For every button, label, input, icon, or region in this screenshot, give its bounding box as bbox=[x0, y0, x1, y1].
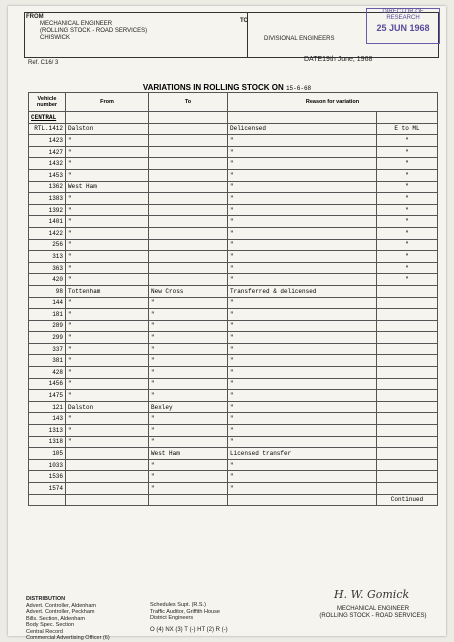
table-row bbox=[29, 332, 438, 344]
cell-extra: " bbox=[377, 239, 438, 251]
cell-vehicle: 289 bbox=[29, 320, 66, 332]
cell-reason: Transferred & delicensed bbox=[228, 285, 377, 297]
form-page bbox=[8, 6, 446, 641]
cell-to bbox=[149, 227, 228, 239]
cell-reason: " bbox=[228, 471, 377, 483]
cell-extra: " bbox=[377, 262, 438, 274]
ref-value: 3 bbox=[55, 60, 59, 66]
cell-vehicle: 1383 bbox=[29, 193, 66, 205]
distribution-left-2: Bills. Section, Aldenham bbox=[26, 615, 86, 622]
date-line bbox=[304, 56, 372, 63]
stamp-date: 25 JUN 1968 bbox=[376, 23, 430, 33]
cell-reason: " bbox=[228, 413, 377, 425]
cell-to: " bbox=[149, 436, 228, 448]
distribution-right-0: Schedules Supt. (R.S.) bbox=[150, 602, 206, 608]
table-row bbox=[29, 262, 438, 274]
cell-extra bbox=[377, 367, 438, 379]
group-row bbox=[29, 112, 438, 124]
cell-to: West Ham bbox=[149, 448, 228, 460]
cell-extra bbox=[377, 343, 438, 355]
ref-label: Ref. C16/ bbox=[28, 60, 54, 66]
table-row bbox=[29, 459, 438, 471]
cell-reason: " bbox=[228, 216, 377, 228]
table-row bbox=[29, 425, 438, 437]
cell-to bbox=[149, 135, 228, 147]
cell-vehicle: 299 bbox=[29, 332, 66, 344]
cell-from: " bbox=[66, 436, 149, 448]
cell-from: West Ham bbox=[66, 181, 149, 193]
ref-line bbox=[28, 60, 58, 67]
table-row bbox=[29, 123, 438, 135]
form-date: 15-6-68 bbox=[285, 85, 312, 92]
cell-extra: " bbox=[377, 227, 438, 239]
cell-reason: " bbox=[228, 309, 377, 321]
cell-to: " bbox=[149, 425, 228, 437]
cell-extra bbox=[377, 320, 438, 332]
cell-from bbox=[66, 448, 149, 460]
cell-from: " bbox=[66, 320, 149, 332]
cell-reason: " bbox=[228, 355, 377, 367]
cell-from: " bbox=[66, 355, 149, 367]
cell-from: " bbox=[66, 425, 149, 437]
from-label: FROM bbox=[26, 14, 44, 20]
distribution-left-4: Central Record bbox=[26, 628, 63, 635]
table-row bbox=[29, 390, 438, 402]
table-row bbox=[29, 251, 438, 263]
cell-from: " bbox=[66, 343, 149, 355]
cell-to: " bbox=[149, 297, 228, 309]
cell-reason: " bbox=[228, 320, 377, 332]
cell-reason: " bbox=[228, 251, 377, 263]
cell-to: " bbox=[149, 390, 228, 402]
cell-extra bbox=[377, 355, 438, 367]
cell-from: " bbox=[66, 297, 149, 309]
cell-to: " bbox=[149, 343, 228, 355]
cell-vehicle: 1453 bbox=[29, 169, 66, 181]
cell-vehicle: 1432 bbox=[29, 158, 66, 170]
cell-from bbox=[66, 471, 149, 483]
signature-title-2: (ROLLING STOCK - ROAD SERVICES) bbox=[319, 612, 427, 619]
cell-from: " bbox=[66, 193, 149, 205]
cell-vehicle: 420 bbox=[29, 274, 66, 286]
cell-to bbox=[149, 193, 228, 205]
cell-reason: " bbox=[228, 262, 377, 274]
table-row bbox=[29, 216, 438, 228]
table-row bbox=[29, 436, 438, 448]
cell-from bbox=[66, 483, 149, 495]
cell-extra: " bbox=[377, 251, 438, 263]
from-line-2: (ROLLING STOCK - ROAD SERVICES) bbox=[40, 28, 148, 34]
cell-vehicle: RTL.1412 bbox=[29, 123, 66, 135]
cell-vehicle: 363 bbox=[29, 262, 66, 274]
cell-from: " bbox=[66, 135, 149, 147]
col-from: From bbox=[66, 93, 149, 112]
stamp-line-2: RESEARCH bbox=[386, 15, 420, 21]
signature: H. W. Gomick bbox=[334, 588, 410, 601]
cell-from: " bbox=[66, 204, 149, 216]
cell-to: " bbox=[149, 332, 228, 344]
cell-to bbox=[149, 146, 228, 158]
table-row bbox=[29, 239, 438, 251]
table-row bbox=[29, 355, 438, 367]
cell-extra: " bbox=[377, 193, 438, 205]
table-row bbox=[29, 320, 438, 332]
cell-reason: " bbox=[228, 332, 377, 344]
cell-extra bbox=[377, 483, 438, 495]
cell-vehicle: 143 bbox=[29, 413, 66, 425]
group-label: CENTRAL bbox=[29, 112, 66, 124]
cell-from: " bbox=[66, 251, 149, 263]
col-to: To bbox=[149, 93, 228, 112]
cell-to bbox=[149, 239, 228, 251]
cell-extra: " bbox=[377, 169, 438, 181]
cell-reason: " bbox=[228, 459, 377, 471]
cell-extra: " bbox=[377, 274, 438, 286]
cell-extra bbox=[377, 297, 438, 309]
cell-vehicle: 1536 bbox=[29, 471, 66, 483]
cell-from: " bbox=[66, 216, 149, 228]
signature-title-1: MECHANICAL ENGINEER bbox=[336, 606, 410, 612]
distribution-left-0: Advert. Controller, Aldenham bbox=[26, 602, 97, 609]
cell-to: " bbox=[149, 320, 228, 332]
cell-vehicle: 1318 bbox=[29, 436, 66, 448]
distribution-left-1: Advert. Controller, Peckham bbox=[26, 609, 95, 615]
cell-from: " bbox=[66, 274, 149, 286]
cell-extra bbox=[377, 471, 438, 483]
cell-extra: " bbox=[377, 135, 438, 147]
cell-vehicle: 98 bbox=[29, 285, 66, 297]
cell-extra bbox=[377, 285, 438, 297]
cell-reason: " bbox=[228, 227, 377, 239]
from-line-1: MECHANICAL ENGINEER bbox=[40, 21, 113, 27]
cell-to bbox=[149, 274, 228, 286]
cell-vehicle: 1033 bbox=[29, 459, 66, 471]
cell-extra bbox=[377, 332, 438, 344]
received-stamp bbox=[366, 8, 440, 44]
cell-to bbox=[149, 494, 228, 506]
cell-from: " bbox=[66, 227, 149, 239]
cell-reason: " bbox=[228, 378, 377, 390]
cell-vehicle: 144 bbox=[29, 297, 66, 309]
variations-table bbox=[28, 92, 438, 506]
cell-extra: " bbox=[377, 158, 438, 170]
cell-to: " bbox=[149, 459, 228, 471]
cell-vehicle: 1456 bbox=[29, 378, 66, 390]
cell-reason: " bbox=[228, 401, 377, 413]
cell-vehicle bbox=[29, 494, 66, 506]
table-row bbox=[29, 146, 438, 158]
distribution-block bbox=[26, 596, 110, 642]
form-title-text: VARIATIONS IN ROLLING STOCK ON bbox=[142, 83, 284, 92]
distribution-right-1: Traffic Auditor, Griffith House bbox=[150, 608, 220, 615]
cell-from bbox=[66, 494, 149, 506]
cell-to: " bbox=[149, 355, 228, 367]
cell-from: " bbox=[66, 146, 149, 158]
cell-from: Dalston bbox=[66, 123, 149, 135]
from-line-3: CHISWICK bbox=[40, 35, 70, 41]
table-row bbox=[29, 169, 438, 181]
cell-extra: " bbox=[377, 216, 438, 228]
stamp-line-1: DIRECTOR OF bbox=[382, 9, 424, 15]
cell-extra bbox=[377, 413, 438, 425]
cell-extra bbox=[377, 309, 438, 321]
cell-to bbox=[149, 216, 228, 228]
table-row bbox=[29, 413, 438, 425]
cell-vehicle: 313 bbox=[29, 251, 66, 263]
table-row bbox=[29, 367, 438, 379]
distribution-left-3: Body Spec. Section bbox=[26, 622, 75, 628]
cell-vehicle: 1475 bbox=[29, 390, 66, 402]
cell-vehicle: 337 bbox=[29, 343, 66, 355]
cell-reason: " bbox=[228, 274, 377, 286]
cell-extra: Continued bbox=[377, 494, 438, 506]
cell-to bbox=[149, 251, 228, 263]
table-row bbox=[29, 181, 438, 193]
cell-to: " bbox=[149, 483, 228, 495]
cell-vehicle: 1423 bbox=[29, 135, 66, 147]
cell-reason: " bbox=[228, 204, 377, 216]
cell-to: New Cross bbox=[149, 285, 228, 297]
cell-reason: " bbox=[228, 343, 377, 355]
cell-from: Tottenham bbox=[66, 285, 149, 297]
table-row bbox=[29, 204, 438, 216]
to-label: TO bbox=[240, 18, 249, 24]
cell-to bbox=[149, 204, 228, 216]
table-row bbox=[29, 297, 438, 309]
cell-vehicle: 121 bbox=[29, 401, 66, 413]
cell-reason: Licensed transfer bbox=[228, 448, 377, 460]
cell-reason bbox=[228, 494, 377, 506]
cell-from: " bbox=[66, 169, 149, 181]
cell-reason: " bbox=[228, 483, 377, 495]
cell-extra bbox=[377, 378, 438, 390]
cell-reason: Delicensed bbox=[228, 123, 377, 135]
cell-vehicle: 381 bbox=[29, 355, 66, 367]
cell-to: " bbox=[149, 378, 228, 390]
table-header-row bbox=[29, 93, 438, 112]
to-value: DIVISIONAL ENGINEERS bbox=[264, 36, 335, 42]
cell-reason: " bbox=[228, 181, 377, 193]
table-row bbox=[29, 135, 438, 147]
cell-vehicle: 1427 bbox=[29, 146, 66, 158]
signature-title bbox=[308, 606, 438, 619]
cell-extra bbox=[377, 401, 438, 413]
cell-from: Dalston bbox=[66, 401, 149, 413]
cell-to: Bexley bbox=[149, 401, 228, 413]
cell-vehicle: 428 bbox=[29, 367, 66, 379]
distribution-right-2: District Engineers bbox=[150, 615, 194, 621]
cell-reason: " bbox=[228, 425, 377, 437]
cell-extra bbox=[377, 390, 438, 402]
cell-reason: " bbox=[228, 367, 377, 379]
form-title bbox=[8, 83, 446, 92]
distribution-title: DISTRIBUTION bbox=[26, 596, 66, 602]
cell-reason: " bbox=[228, 146, 377, 158]
cell-vehicle: 1574 bbox=[29, 483, 66, 495]
cell-extra: " bbox=[377, 204, 438, 216]
cell-extra bbox=[377, 459, 438, 471]
cell-reason: " bbox=[228, 158, 377, 170]
cell-vehicle: 1313 bbox=[29, 425, 66, 437]
cell-vehicle: 1401 bbox=[29, 216, 66, 228]
cell-reason: " bbox=[228, 297, 377, 309]
cell-vehicle: 1362 bbox=[29, 181, 66, 193]
cell-from: " bbox=[66, 413, 149, 425]
cell-extra bbox=[377, 448, 438, 460]
cell-to bbox=[149, 262, 228, 274]
cell-reason: " bbox=[228, 239, 377, 251]
cell-from: " bbox=[66, 262, 149, 274]
distribution-right-block bbox=[150, 602, 228, 633]
cell-extra bbox=[377, 436, 438, 448]
cell-extra: " bbox=[377, 181, 438, 193]
date-label: DATE bbox=[304, 56, 323, 63]
distribution-left-5: Commercial Advertising Officer (6) bbox=[26, 635, 110, 641]
cell-from: " bbox=[66, 239, 149, 251]
table-row bbox=[29, 158, 438, 170]
cell-from: " bbox=[66, 378, 149, 390]
cell-from bbox=[66, 459, 149, 471]
cell-to bbox=[149, 169, 228, 181]
distribution-codes: O (4) NX (3) T (-) HT (2) R (-) bbox=[150, 626, 228, 633]
table-row bbox=[29, 227, 438, 239]
table-row bbox=[29, 401, 438, 413]
cell-to: " bbox=[149, 471, 228, 483]
table-row bbox=[29, 274, 438, 286]
cell-to: " bbox=[149, 367, 228, 379]
cell-vehicle: 105 bbox=[29, 448, 66, 460]
table-row bbox=[29, 471, 438, 483]
table-row bbox=[29, 448, 438, 460]
cell-to bbox=[149, 123, 228, 135]
cell-extra bbox=[377, 425, 438, 437]
col-vehicle: Vehicle number bbox=[29, 93, 66, 112]
cell-to: " bbox=[149, 413, 228, 425]
cell-to bbox=[149, 158, 228, 170]
from-box bbox=[24, 12, 248, 58]
table-row bbox=[29, 378, 438, 390]
cell-vehicle: 256 bbox=[29, 239, 66, 251]
cell-reason: " bbox=[228, 436, 377, 448]
cell-from: " bbox=[66, 367, 149, 379]
table-row bbox=[29, 343, 438, 355]
cell-extra: E to ML bbox=[377, 123, 438, 135]
cell-vehicle: 181 bbox=[29, 309, 66, 321]
cell-reason: " bbox=[228, 390, 377, 402]
cell-extra: " bbox=[377, 146, 438, 158]
cell-from: " bbox=[66, 390, 149, 402]
cell-reason: " bbox=[228, 169, 377, 181]
cell-to: " bbox=[149, 309, 228, 321]
col-reason: Reason for variation bbox=[228, 93, 438, 112]
table-row bbox=[29, 494, 438, 506]
cell-reason: " bbox=[228, 193, 377, 205]
cell-from: " bbox=[66, 332, 149, 344]
cell-vehicle: 1422 bbox=[29, 227, 66, 239]
table-row bbox=[29, 285, 438, 297]
date-value: 19th June, 1968 bbox=[322, 56, 373, 63]
cell-from: " bbox=[66, 158, 149, 170]
cell-to bbox=[149, 181, 228, 193]
cell-vehicle: 1392 bbox=[29, 204, 66, 216]
table-row bbox=[29, 483, 438, 495]
cell-reason: " bbox=[228, 135, 377, 147]
table-row bbox=[29, 309, 438, 321]
table-row bbox=[29, 193, 438, 205]
cell-from: " bbox=[66, 309, 149, 321]
